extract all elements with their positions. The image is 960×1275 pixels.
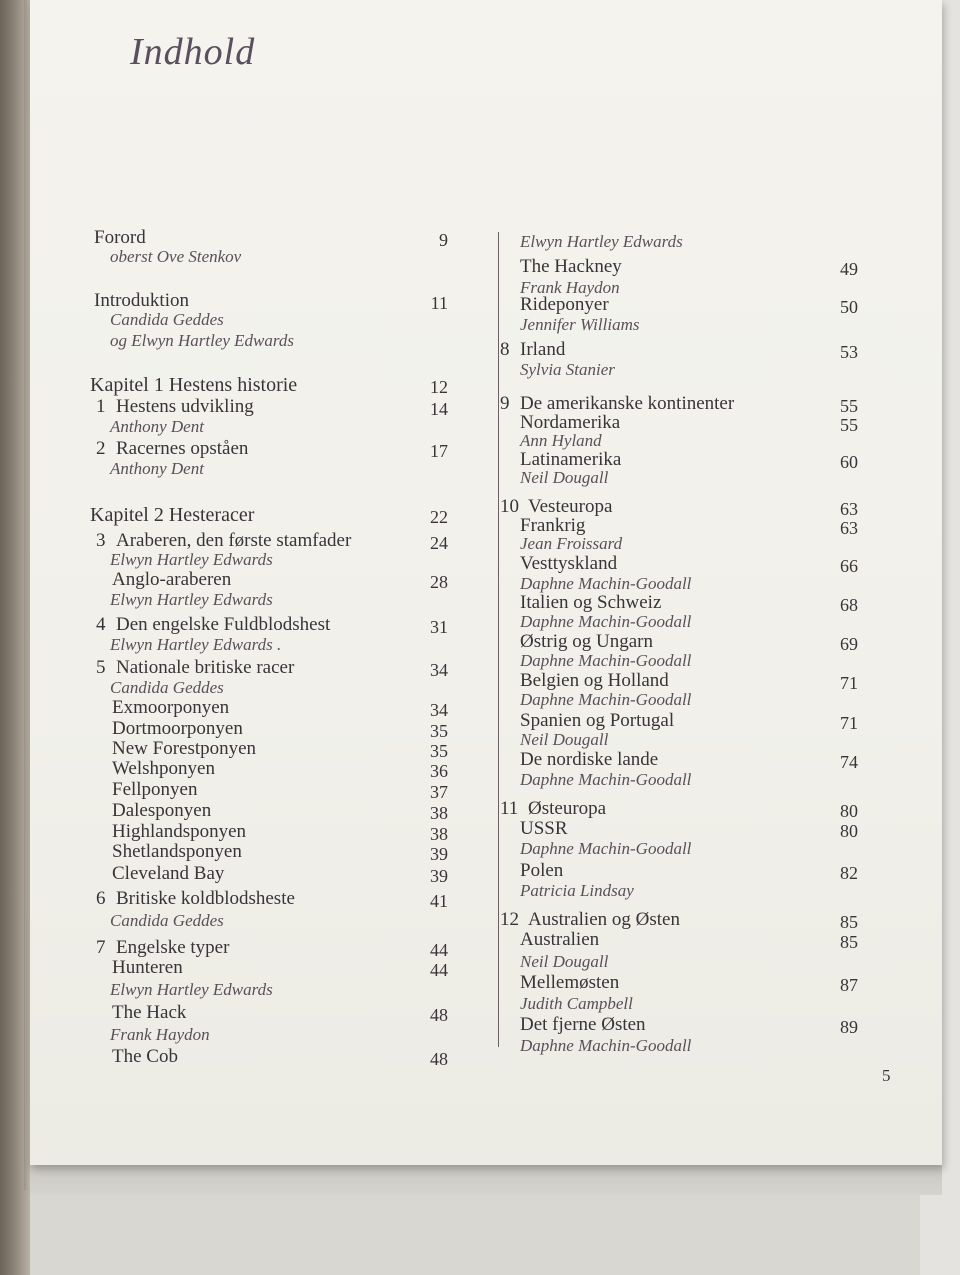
toc-label: Kapitel 1 Hestens historie <box>90 374 298 396</box>
toc-author <box>520 690 691 710</box>
toc-label: Den engelske Fuldblodshest <box>116 614 331 635</box>
toc-page-number: 50 <box>840 297 858 317</box>
toc-label: Hestens udvikling <box>116 396 254 417</box>
toc-section-number: 5 <box>96 657 106 678</box>
toc-entry <box>500 497 612 517</box>
toc-author <box>110 590 273 610</box>
toc-entry <box>94 291 189 311</box>
toc-entry <box>520 819 568 839</box>
toc-label: Elwyn Hartley Edwards <box>110 550 273 569</box>
toc-page-number: 35 <box>430 721 448 741</box>
toc-page-number: 37 <box>430 782 448 802</box>
toc-label: Rideponyer <box>520 294 609 315</box>
toc-label: Araberen, den første stamfader <box>116 530 352 551</box>
toc-page-number: 17 <box>430 441 448 461</box>
toc-entry <box>96 889 295 909</box>
toc-entry <box>112 1047 178 1067</box>
toc-label: De nordiske lande <box>520 749 659 770</box>
toc-page-number: 38 <box>430 803 448 823</box>
toc-page-number: 36 <box>430 761 448 781</box>
toc-page-number: 80 <box>840 801 858 821</box>
toc-page-number: 63 <box>840 499 858 519</box>
toc-author <box>520 651 691 671</box>
toc-entry <box>500 799 606 819</box>
toc-page-number: 69 <box>840 634 858 654</box>
toc-entry <box>520 554 617 574</box>
toc-label: Patricia Lindsay <box>520 881 634 900</box>
toc-label: Spanien og Portugal <box>520 710 675 731</box>
toc-entry <box>96 531 351 551</box>
toc-page-number: 60 <box>840 452 858 472</box>
toc-entry <box>520 1015 646 1035</box>
toc-label: Elwyn Hartley Edwards <box>520 232 683 251</box>
toc-entry <box>112 739 256 759</box>
toc-label: Det fjerne Østen <box>520 1014 646 1035</box>
toc-page-number: 63 <box>840 518 858 538</box>
toc-page-number: 34 <box>430 660 448 680</box>
toc-page-number: 31 <box>430 617 448 637</box>
toc-label: De amerikanske kontinenter <box>520 393 735 414</box>
toc-author <box>110 980 273 1000</box>
toc-page-number: 22 <box>430 507 448 527</box>
toc-page-number: 41 <box>430 891 448 911</box>
toc-page-number: 74 <box>840 752 858 772</box>
toc-author <box>110 1025 210 1045</box>
toc-entry <box>96 439 248 459</box>
toc-label: Latinamerika <box>520 449 622 470</box>
toc-section-number: 1 <box>96 396 106 417</box>
toc-entry <box>96 938 229 958</box>
toc-section-number: 7 <box>96 937 106 958</box>
toc-page-number: 44 <box>430 940 448 960</box>
toc-label: Jean Froissard <box>520 534 623 553</box>
toc-label: Shetlandsponyen <box>112 841 242 862</box>
toc-entry <box>520 861 563 881</box>
toc-entry <box>112 698 229 718</box>
toc-page-number: 9 <box>439 230 448 250</box>
toc-label: Daphne Machin-Goodall <box>520 1036 692 1055</box>
toc-entry <box>520 295 609 315</box>
toc-label: Neil Dougall <box>520 468 609 487</box>
toc-label: Candida Geddes <box>110 911 224 930</box>
toc-section-number: 11 <box>500 798 519 819</box>
toc-page-number: 89 <box>840 1017 858 1037</box>
toc-page-number: 11 <box>430 293 448 313</box>
toc-entry <box>90 505 254 525</box>
toc-author <box>520 839 691 859</box>
toc-author <box>110 310 224 330</box>
toc-entry <box>90 375 297 395</box>
toc-entry <box>520 750 658 770</box>
toc-label: Dortmoorponyen <box>112 718 243 739</box>
toc-label: Frankrig <box>520 515 586 536</box>
toc-author <box>520 952 608 972</box>
toc-label: Candida Geddes <box>110 310 224 329</box>
toc-label: oberst Ove Stenkov <box>110 247 242 266</box>
toc-page-number: 71 <box>840 673 858 693</box>
toc-entry <box>520 450 621 470</box>
toc-author <box>520 1036 691 1056</box>
toc-label: Kapitel 2 Hesteracer <box>90 504 255 526</box>
toc-page-number: 44 <box>430 960 448 980</box>
toc-section-number: 12 <box>500 909 519 930</box>
toc-author <box>520 730 608 750</box>
toc-label: Italien og Schweiz <box>520 592 662 613</box>
toc-page-number: 68 <box>840 595 858 615</box>
toc-page-number: 66 <box>840 556 858 576</box>
toc-label: Daphne Machin-Goodall <box>520 839 692 858</box>
toc-page-number: 14 <box>430 399 448 419</box>
toc-label: Nordamerika <box>520 412 621 433</box>
toc-entry <box>112 822 246 842</box>
toc-entry <box>500 910 680 930</box>
toc-section-number: 10 <box>500 496 519 517</box>
page-stack-shadow <box>30 1165 942 1195</box>
toc-entry <box>520 711 674 731</box>
toc-author <box>110 459 204 479</box>
toc-label: Polen <box>520 860 564 881</box>
toc-entry <box>520 516 585 536</box>
toc-page-number: 39 <box>430 866 448 886</box>
page-title: Indhold <box>130 31 256 73</box>
toc-entry <box>112 570 231 590</box>
toc-label: Frank Haydon <box>520 278 620 297</box>
toc-author <box>520 360 615 380</box>
toc-label: Daphne Machin-Goodall <box>520 690 692 709</box>
toc-page-number: 38 <box>430 824 448 844</box>
book-page <box>30 0 942 1165</box>
toc-entry <box>96 397 254 417</box>
toc-section-number: 9 <box>500 393 510 414</box>
toc-author <box>520 574 691 594</box>
toc-label: The Cob <box>112 1046 178 1067</box>
toc-page-number: 48 <box>430 1049 448 1069</box>
toc-page-number: 87 <box>840 975 858 995</box>
toc-section-number: 2 <box>96 438 106 459</box>
toc-page-number: 48 <box>430 1005 448 1025</box>
toc-page-number: 82 <box>840 863 858 883</box>
toc-page-number: 55 <box>840 415 858 435</box>
toc-label: Exmoorponyen <box>112 697 230 718</box>
toc-page-number: 24 <box>430 533 448 553</box>
toc-label: Daphne Machin-Goodall <box>520 770 692 789</box>
toc-page-number: 49 <box>840 259 858 279</box>
toc-page-number: 28 <box>430 572 448 592</box>
toc-entry <box>112 759 215 779</box>
toc-label: Elwyn Hartley Edwards . <box>110 635 282 654</box>
toc-page-number: 39 <box>430 844 448 864</box>
toc-label: Hunteren <box>112 957 183 978</box>
toc-label: Østeuropa <box>528 798 607 819</box>
toc-label: Neil Dougall <box>520 952 609 971</box>
toc-page-number: 85 <box>840 912 858 932</box>
toc-author <box>520 315 639 335</box>
toc-entry <box>112 719 243 739</box>
toc-label: Irland <box>520 339 566 360</box>
toc-page-number: 71 <box>840 713 858 733</box>
toc-entry <box>520 973 619 993</box>
toc-label: Belgien og Holland <box>520 670 669 691</box>
toc-label: Australien <box>520 929 600 950</box>
toc-entry <box>520 930 599 950</box>
toc-label: Daphne Machin-Goodall <box>520 612 692 631</box>
toc-label: Welshponyen <box>112 758 215 779</box>
toc-label: Forord <box>94 227 146 248</box>
toc-label: Østrig og Ungarn <box>520 631 653 652</box>
toc-author <box>110 678 224 698</box>
column-divider <box>498 232 499 1047</box>
toc-label: Elwyn Hartley Edwards <box>110 590 273 609</box>
toc-page-number: 34 <box>430 700 448 720</box>
toc-entry <box>96 615 330 635</box>
toc-label: Engelske typer <box>116 937 230 958</box>
toc-section-number: 8 <box>500 339 510 360</box>
toc-page-number: 12 <box>430 377 448 397</box>
toc-page-number: 53 <box>840 342 858 362</box>
toc-entry <box>520 257 622 277</box>
toc-label: Cleveland Bay <box>112 863 225 884</box>
toc-entry <box>520 593 661 613</box>
toc-author <box>520 994 633 1014</box>
toc-label: The Hackney <box>520 256 622 277</box>
toc-label: Elwyn Hartley Edwards <box>110 980 273 999</box>
toc-entry <box>112 958 183 978</box>
toc-entry <box>500 340 565 360</box>
toc-label: Neil Dougall <box>520 730 609 749</box>
toc-entry <box>520 632 653 652</box>
toc-entry <box>94 228 146 248</box>
toc-label: Australien og Østen <box>528 909 680 930</box>
toc-label: Jennifer Williams <box>520 315 640 334</box>
toc-section-number: 6 <box>96 888 106 909</box>
toc-label: Fellponyen <box>112 779 198 800</box>
toc-label: Vesttyskland <box>520 553 618 574</box>
toc-page-number: 35 <box>430 741 448 761</box>
toc-label: Introduktion <box>94 290 189 311</box>
toc-label: Daphne Machin-Goodall <box>520 574 692 593</box>
toc-author <box>520 534 622 554</box>
toc-author <box>520 232 683 252</box>
toc-author <box>110 635 281 655</box>
toc-label: Anglo-araberen <box>112 569 232 590</box>
toc-label: New Forestponyen <box>112 738 257 759</box>
toc-entry <box>500 394 734 414</box>
toc-entry <box>520 671 669 691</box>
toc-author <box>520 431 602 451</box>
toc-label: Mellemøsten <box>520 972 620 993</box>
toc-author <box>110 550 273 570</box>
toc-author <box>110 331 294 351</box>
toc-label: Nationale britiske racer <box>116 657 295 678</box>
toc-section-number: 4 <box>96 614 106 635</box>
toc-author <box>110 247 241 267</box>
toc-page-number: 85 <box>840 932 858 952</box>
toc-author <box>520 770 691 790</box>
toc-page-number: 55 <box>840 396 858 416</box>
toc-label: Sylvia Stanier <box>520 360 615 379</box>
toc-entry <box>112 842 242 862</box>
toc-entry <box>112 801 211 821</box>
toc-label: Ann Hyland <box>520 431 602 450</box>
toc-label: Britiske koldblodsheste <box>116 888 295 909</box>
toc-entry <box>96 658 294 678</box>
toc-label: Anthony Dent <box>110 417 204 436</box>
toc-label: Frank Haydon <box>110 1025 210 1044</box>
toc-entry <box>112 1003 186 1023</box>
toc-author <box>520 881 634 901</box>
toc-label: Candida Geddes <box>110 678 224 697</box>
toc-page-number: 80 <box>840 821 858 841</box>
toc-author <box>520 612 691 632</box>
toc-label: Highlandsponyen <box>112 821 247 842</box>
toc-entry <box>112 864 224 884</box>
toc-label: USSR <box>520 818 568 839</box>
toc-entry <box>520 413 620 433</box>
toc-label: Dalesponyen <box>112 800 212 821</box>
page-number: 5 <box>882 1066 891 1085</box>
toc-label: Anthony Dent <box>110 459 204 478</box>
toc-author <box>110 417 204 437</box>
toc-author <box>520 468 608 488</box>
toc-label: The Hack <box>112 1002 187 1023</box>
toc-label: Racernes opståen <box>116 438 249 459</box>
toc-label: Vesteuropa <box>528 496 613 517</box>
toc-section-number: 3 <box>96 530 106 551</box>
toc-author <box>110 911 224 931</box>
toc-label: Judith Campbell <box>520 994 633 1013</box>
toc-label: og Elwyn Hartley Edwards <box>110 331 294 350</box>
toc-label: Daphne Machin-Goodall <box>520 651 692 670</box>
toc-entry <box>112 780 198 800</box>
